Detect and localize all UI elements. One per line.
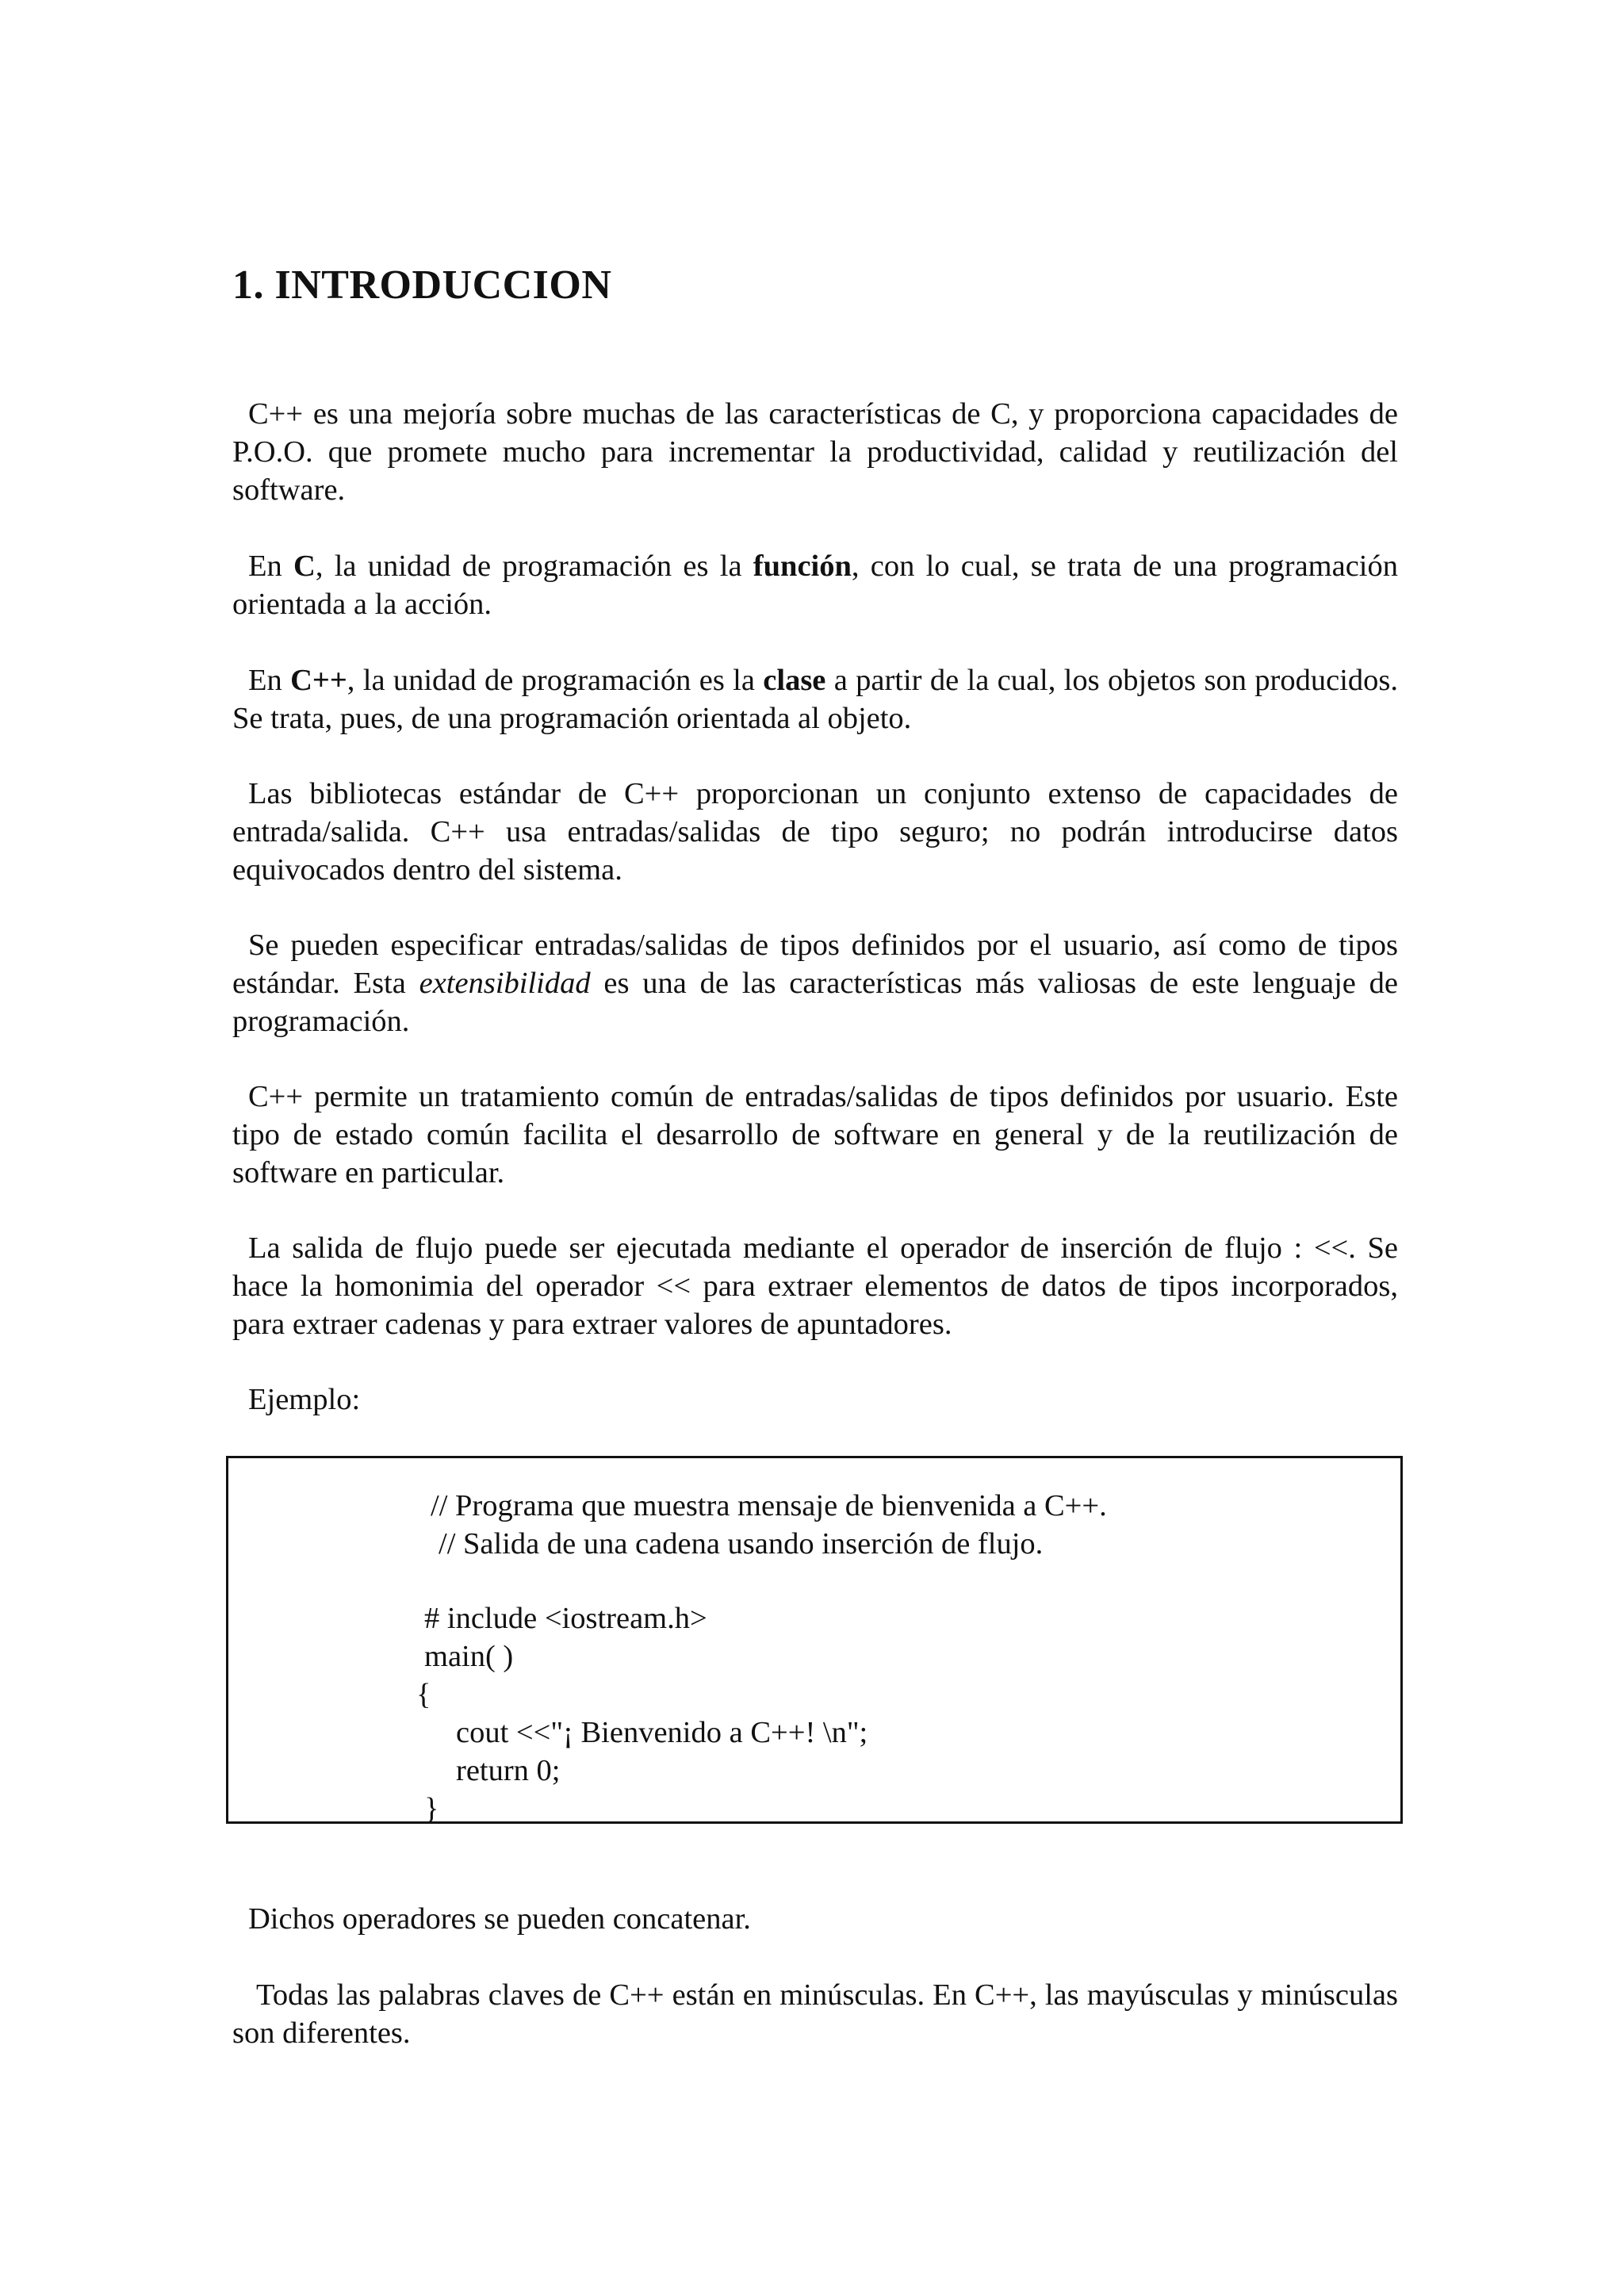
- bold-term: función: [753, 550, 852, 583]
- code-line: main( ): [424, 1640, 514, 1673]
- code-line: # include <iostream.h>: [424, 1602, 707, 1635]
- code-line: // Programa que muestra mensaje de bienvenida a C++.: [431, 1489, 1107, 1522]
- code-line: cout <<"¡ Bienvenido a C++! \n";: [456, 1716, 868, 1749]
- bold-term: C++: [290, 664, 347, 697]
- code-line: {: [416, 1678, 431, 1711]
- bold-term: C: [293, 550, 316, 583]
- italic-term: extensibilidad: [419, 967, 591, 1000]
- paragraph-concatenation: Dichos operadores se pueden concatenar.: [248, 1902, 751, 1936]
- text-run: Se pueden especificar entradas/salidas de tipos definidos por el usuario, así como de tipos estándar. Esta: [232, 929, 1398, 1000]
- text-run: , la unidad de programación es la: [315, 550, 753, 583]
- text-run: es una de las características más valiosas de este lenguaje de programación.: [232, 967, 1398, 1038]
- code-line: }: [424, 1792, 439, 1825]
- paragraph-stream-output: La salida de flujo puede ser ejecutada mediante el operador de inserción de flujo : <<. Se hace la homonimia del operador << para extraer elementos de datos de tipos incorporados, para extraer cadenas y para extraer valores de apuntadores.: [232, 1231, 1398, 1341]
- paragraph-c-unit: [232, 547, 1398, 623]
- paragraph-cpp-unit: [232, 661, 1398, 737]
- section-heading: 1. INTRODUCCION: [232, 262, 612, 308]
- paragraph-common-treatment: C++ permite un tratamiento común de entradas/salidas de tipos definidos por usuario. Este tipo de estado común facilita el desarrollo de software en general y de la reutilización de software en particular.: [232, 1080, 1398, 1189]
- code-example-box: [226, 1456, 1403, 1824]
- text-run: , la unidad de programación es la: [347, 664, 764, 697]
- paragraph-extensibility: [232, 926, 1398, 1040]
- paragraph-keywords: Todas las palabras claves de C++ están en minúsculas. En C++, las mayúsculas y minúsculas son diferentes.: [232, 1978, 1398, 2050]
- text-run: En: [248, 664, 291, 697]
- paragraph-libraries: Las bibliotecas estándar de C++ proporcionan un conjunto extenso de capacidades de entrada/salida. C++ usa entradas/salidas de tipo seguro; no podrán introducirse datos equivocados dentro del sistema.: [232, 777, 1398, 887]
- text-run: a partir de la cual, los objetos son producidos. Se trata, pues, de una programación orientada al objeto.: [232, 664, 1399, 735]
- code-line: // Salida de una cadena usando inserción de flujo.: [439, 1527, 1044, 1561]
- paragraph-example-label: Ejemplo:: [248, 1383, 361, 1416]
- text-run: , con lo cual, se trata de una programación orientada a la acción.: [232, 550, 1398, 621]
- text-run: En: [248, 550, 294, 583]
- paragraph-intro: C++ es una mejoría sobre muchas de las características de C, y proporciona capacidades de P.O.O. que promete mucho para incrementar la productividad, calidad y reutilización del software.: [232, 397, 1398, 507]
- bold-term: clase: [763, 664, 826, 697]
- code-line: return 0;: [456, 1754, 561, 1787]
